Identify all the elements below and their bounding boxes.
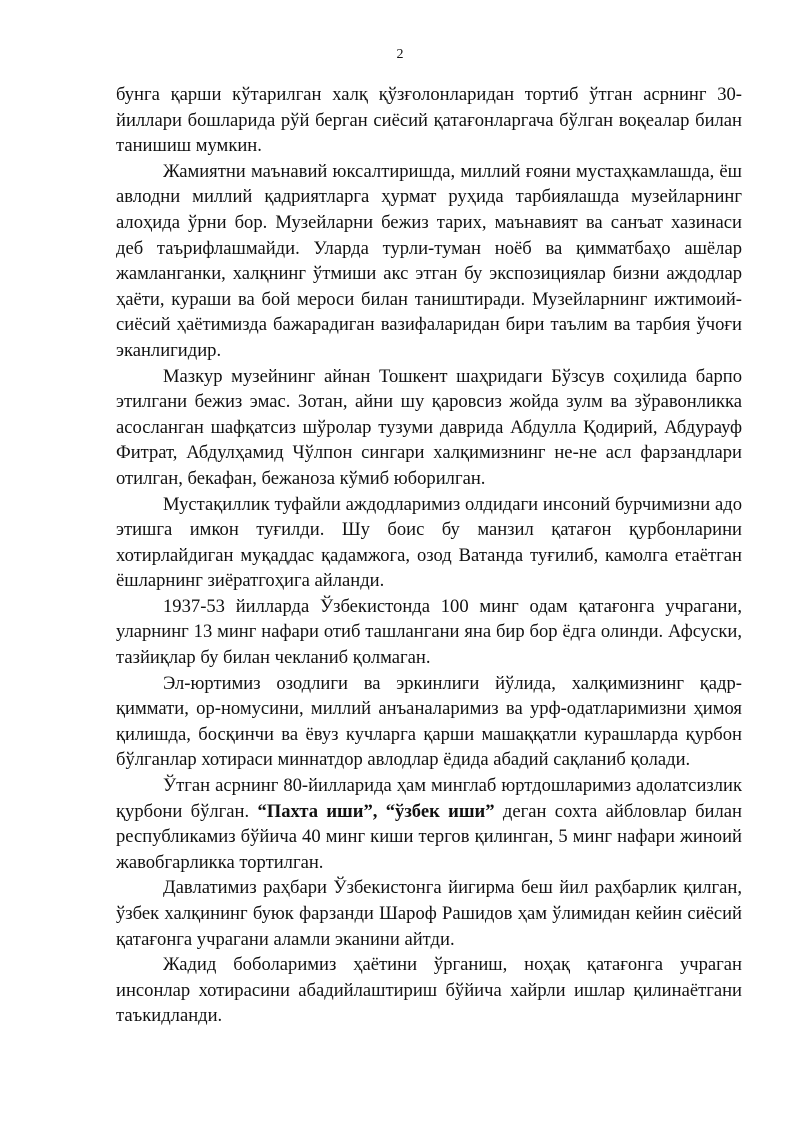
paragraph-6: Эл-юртимиз озодлиги ва эркинлиги йўлида, халқимизнинг қадр-қиммати, ор-номусини, миллий анъаналаримиз ва урф-одатларимизни ҳимоя қилишда, босқинчи ва ёвуз кучларга қарши машаққатли курашларда қурбон бўлганлар хотираси миннатдор авлодлар ёдида абадий сақланиб қолади. [116, 672, 742, 771]
paragraph-3: Мазкур музейнинг айнан Тошкент шаҳридаги Бўзсув соҳилида барпо этилгани бежиз эмас. Зотан, айни шу қаровсиз жойда зулм ва зўравонликка асосланган шафқатсиз шўролар тузуми даврида Абдулла Қодирий, Абдурауф Фитрат, Абдулҳамид Чўлпон сингари халқимизнинг не-не асл фарзандлари отилган, бекафан, бежаноза кўмиб юборилган. [116, 365, 742, 489]
paragraph-2: Жамиятни маънавий юксалтиришда, миллий ғояни мустаҳкамлашда, ёш авлодни миллий қадриятларга ҳурмат руҳида тарбиялашда музейларнинг алоҳида ўрни бор. Музейларни бежиз тарих, маънавият ва санъат хазинаси деб таърифлашмайди. Уларда турли-туман ноёб ва қимматбаҳо ашёлар жамланганки, халқнинг ўтмиши акс этган бу экспозициялар бизни аждодлар ҳаёти, кураши ва бой мероси билан таништиради. Музейларнинг ижтимоий-сиёсий ҳаётимизда бажарадиган вазифаларидан бири таълим ва тарбия ўчоғи эканлигидир. [116, 160, 742, 361]
paragraph-7-start: Ўтган асрнинг 80-йилларида ҳам минглаб юртдошларимиз адолатсизлик қурбони бўлган. [116, 775, 742, 822]
document-body [116, 82, 742, 1029]
paragraph-7 [116, 773, 742, 875]
paragraph-7-bold-cases: “Пахта иши”, “ўзбек иши” [257, 800, 495, 822]
paragraph-1: бунга қарши кўтарилган халқ қўзғолонларидан тортиб ўтган асрнинг 30-йиллари бошларида рўй берган сиёсий қатағонларгача бўлган воқеалар билан танишиш мумкин. [116, 84, 742, 157]
paragraph-7-end: деган сохта айбловлар билан республикамиз бўйича 40 минг киши тергов қилинган, 5 минг нафари жиноий жавобгарликка тортилган. [116, 800, 742, 873]
paragraph-5: 1937-53 йилларда Ўзбекистонда 100 минг одам қатағонга учрагани, уларнинг 13 минг нафари отиб ташлангани яна бир бор ёдга олинди. Афсуски, тазйиқлар бу билан чекланиб қолмаган. [116, 595, 742, 669]
paragraph-8: Давлатимиз раҳбари Ўзбекистонга йигирма беш йил раҳбарлик қилган, ўзбек халқининг буюк фарзанди Шароф Рашидов ҳам ўлимидан кейин сиёсий қатағонга учрагани аламли эканини айтди. [116, 877, 742, 950]
page-number: 2 [396, 47, 404, 62]
paragraph-4: Мустақиллик туфайли аждодларимиз олдидаги инсоний бурчимизни адо этишга имкон туғилди. Шу боис бу манзил қатағон қурбонларини хотирлайдиган муқаддас қадамжога, озод Ватанда туғилиб, камолга етаётган ёшларнинг зиёратгоҳига айланди. [116, 493, 742, 592]
paragraph-9: Жадид боболаримиз ҳаётини ўрганиш, ноҳақ қатағонга учраган инсонлар хотирасини абадийлаштириш бўйича хайрли ишлар қилинаётгани таъкидланди. [116, 954, 742, 1027]
